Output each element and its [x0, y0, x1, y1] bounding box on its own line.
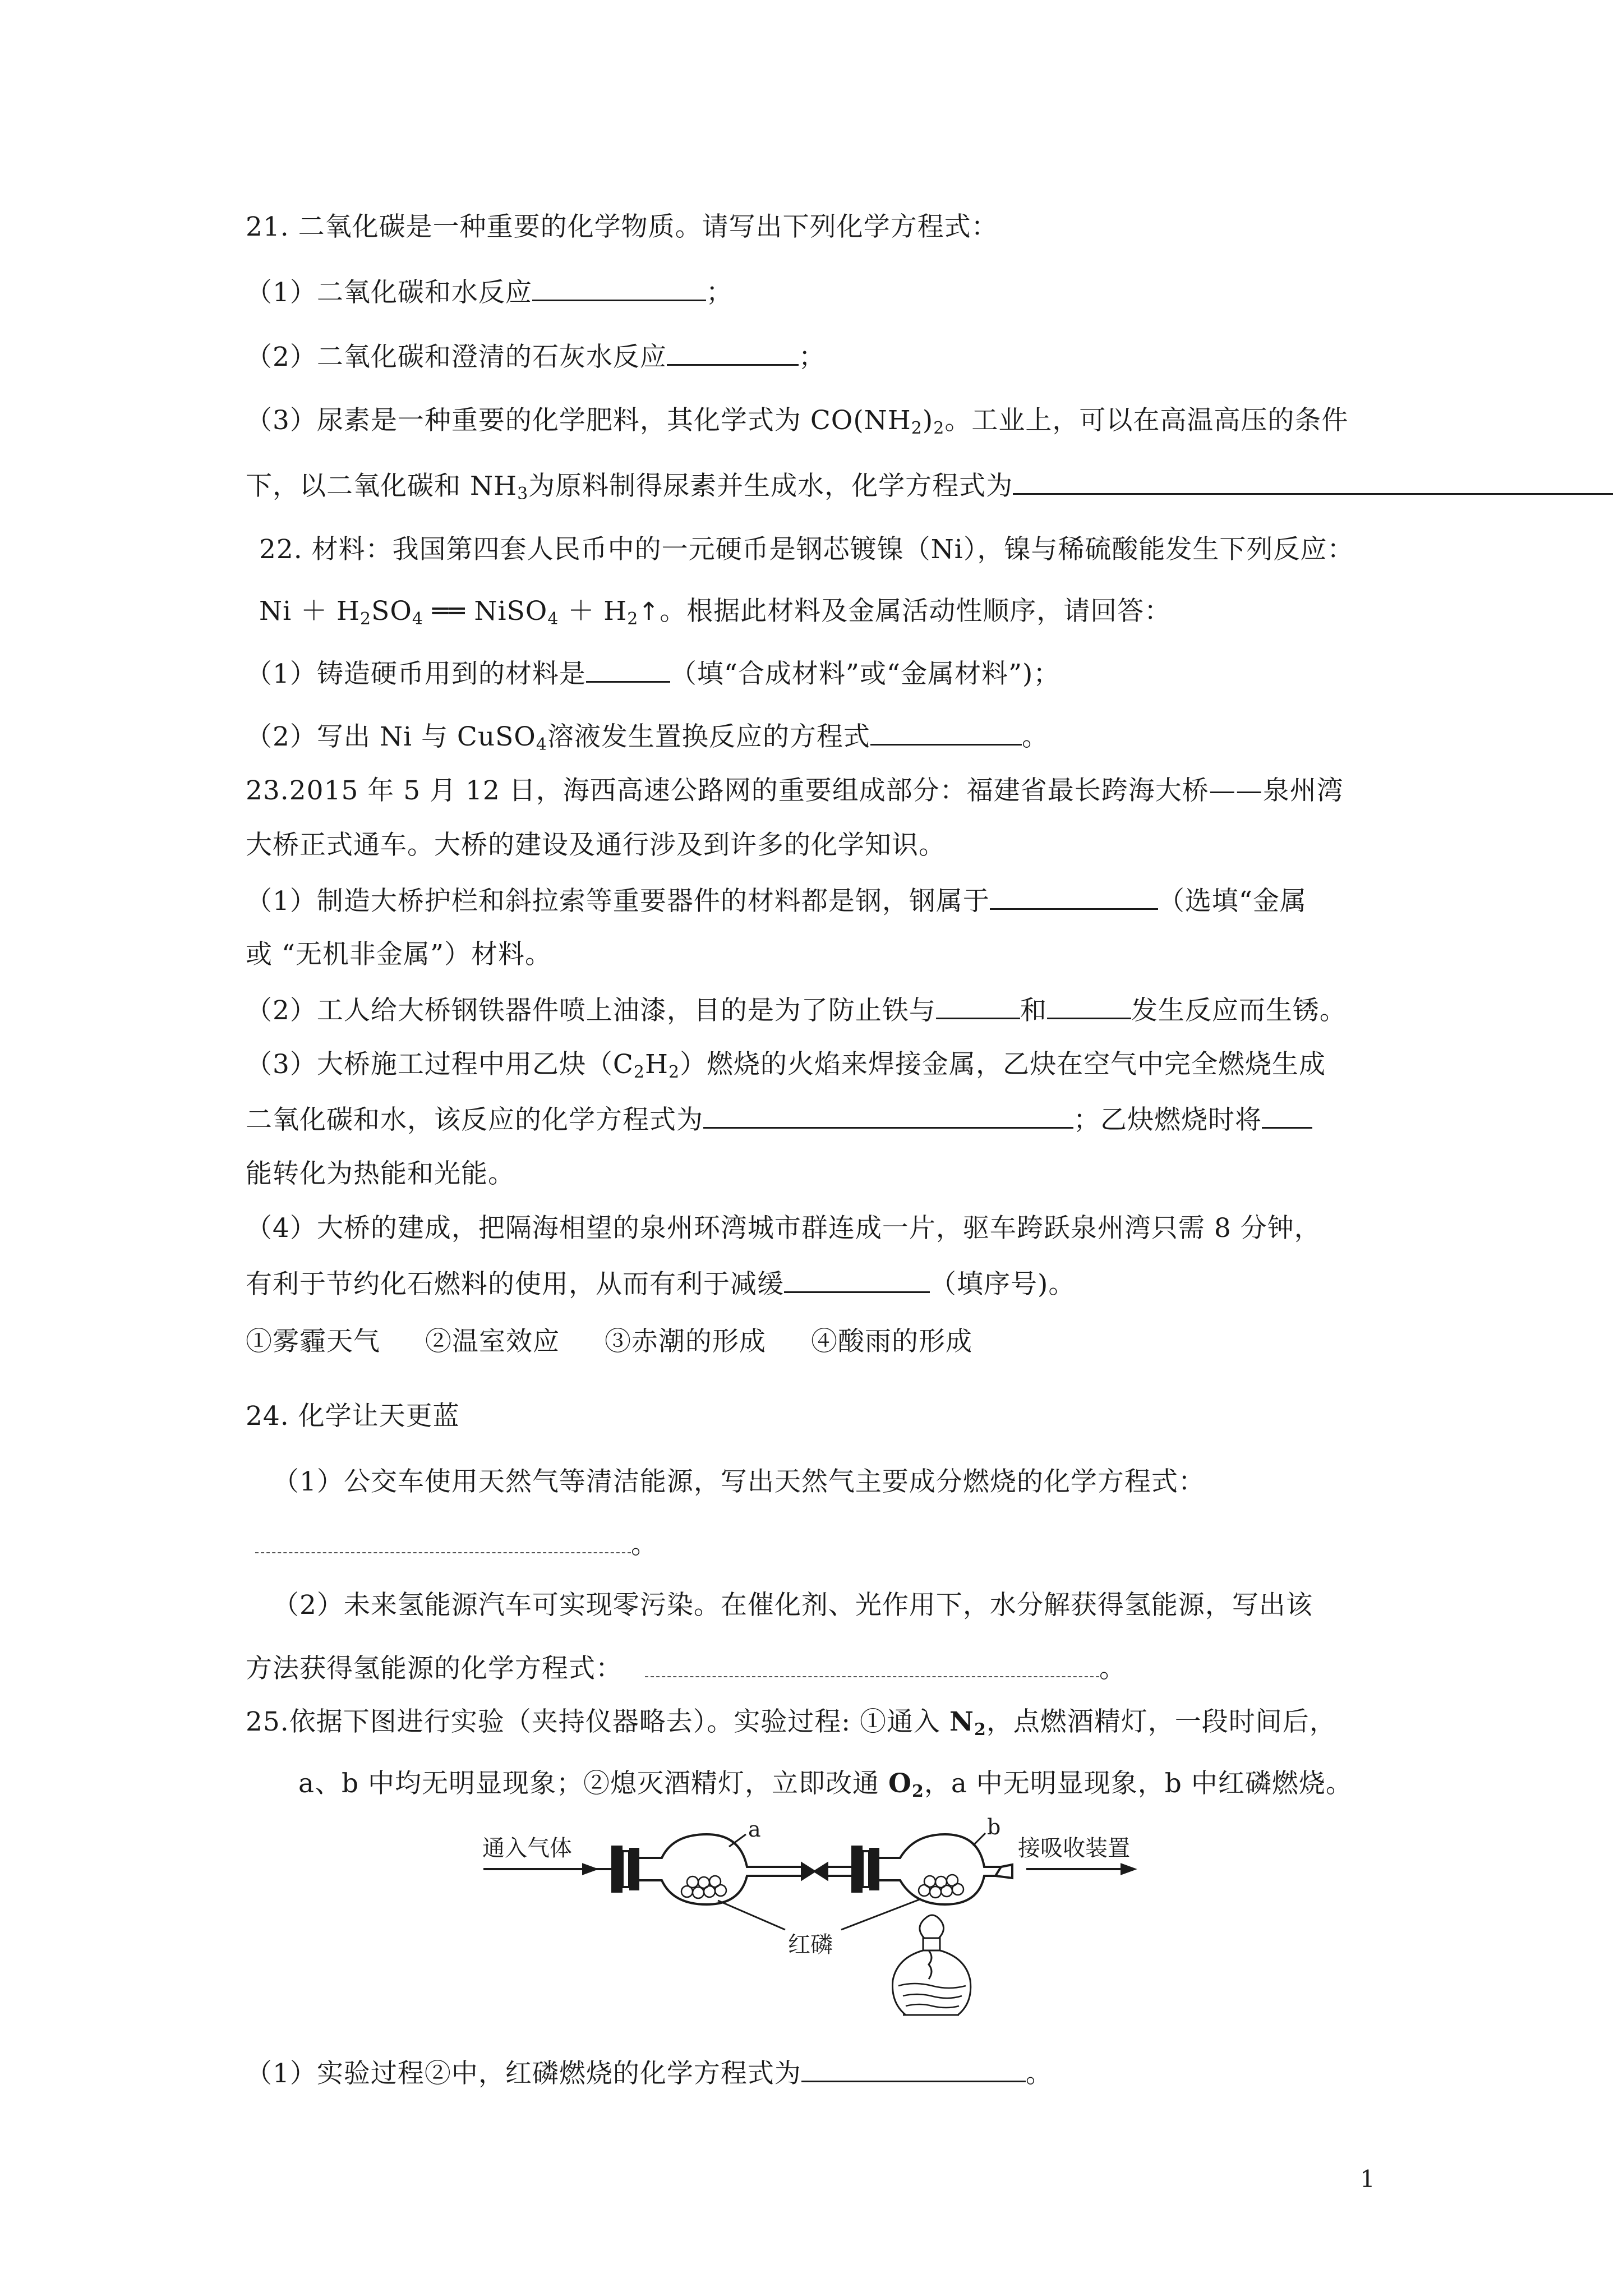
- red-phosphorus-label: 红磷: [788, 1932, 833, 1958]
- inlet-label: 通入气体: [482, 1835, 572, 1861]
- answer-blank[interactable]: [532, 275, 706, 301]
- q25-part1: （1）实验过程②中，红磷燃烧的化学方程式为 。: [246, 2056, 1053, 2091]
- answer-blank[interactable]: [703, 1102, 1073, 1129]
- q22-part1: （1）铸造硬币用到的材料是 （填“合成材料”或“金属材料”)；: [246, 656, 1060, 691]
- q24-stem: 24. 化学让天更蓝: [246, 1401, 460, 1432]
- q23-part3-line3: 能转化为热能和光能。: [246, 1158, 515, 1189]
- q23-part4-line1: （4）大桥的建成，把隔海相望的泉州环湾城市群连成一片，驱车跨跃泉州湾只需 8 分钟，: [246, 1213, 1321, 1244]
- answer-blank[interactable]: [990, 884, 1158, 910]
- q21-part3-line2: 下，以二氧化碳和 $NH_3$为原料制得尿素并生成水，化学方程式为: [246, 468, 1613, 511]
- answer-blank[interactable]: [645, 1651, 1099, 1677]
- bulb-a-label: a: [748, 1818, 761, 1842]
- q22-part2: （2）写出 Ni 与 CuSO$_4$溶液发生置换反应的方程式 。: [246, 719, 1049, 762]
- q23-part3-line2: 二氧化碳和水，该反应的化学方程式为 ；乙炔燃烧时将: [246, 1102, 1312, 1137]
- q25-stem-line2: a、b 中均无明显现象；②熄灭酒精灯，立即改通 $O_2$，a 中无明显现象，b 中红磷燃烧。: [298, 1768, 1353, 1801]
- q23-part1-line1: （1）制造大桥护栏和斜拉索等重要器件的材料都是钢，钢属于 （选填“金属: [246, 884, 1307, 918]
- q21-part1: （1）二氧化碳和水反应 ；: [246, 275, 733, 310]
- q24-part2-line1: （2）未来氢能源汽车可实现零污染。在催化剂、光作用下，水分解获得氢能源，写出该: [273, 1590, 1313, 1621]
- q23-part4-line2: 有利于节约化石燃料的使用，从而有利于减缓 （填序号)。: [246, 1267, 1075, 1301]
- option-2[interactable]: ②温室效应: [425, 1326, 560, 1357]
- q23-options: [246, 1325, 1017, 1359]
- answer-blank[interactable]: [586, 656, 670, 683]
- answer-blank[interactable]: [784, 1267, 930, 1293]
- experiment-diagram: [471, 1818, 1161, 2031]
- answer-blank[interactable]: [1013, 468, 1613, 495]
- answer-blank[interactable]: [1047, 993, 1131, 1019]
- option-4[interactable]: ④酸雨的形成: [811, 1326, 972, 1357]
- q23-part3-line1: （3）大桥施工过程中用乙炔$(C_2H_2)$燃烧的火焰来焊接金属，乙炔在空气中完全燃烧生成: [246, 1049, 1326, 1082]
- q24-part1-answer: 。: [255, 1527, 658, 1562]
- answer-blank[interactable]: [255, 1527, 631, 1553]
- q23-part1-line2: 或 “无机非金属”）材料。: [246, 939, 552, 970]
- q21-part3-line1: （3）尿素是一种重要的化学肥料，其化学式为 $CO(NH_2)_2$。工业上，可以在高温高压的条件: [246, 405, 1349, 438]
- q21-stem: 21. 二氧化碳是一种重要的化学物质。请写出下列化学方程式：: [246, 211, 998, 242]
- answer-blank[interactable]: [936, 993, 1020, 1019]
- answer-blank[interactable]: [870, 719, 1022, 746]
- q22-equation: $Ni + H_2SO_4$ ══ NiSO$_4$ ＋ $H_2↑$。根据此材料及金属活动性顺序，请回答：: [259, 596, 1172, 629]
- q24-part1: （1）公交车使用天然气等清洁能源，写出天然气主要成分燃烧的化学方程式：: [273, 1466, 1205, 1497]
- answer-blank[interactable]: [667, 339, 799, 366]
- q23-stem-line1: 23.2015 年 5 月 12 日，海西高速公路网的重要组成部分：福建省最长跨海大桥——泉州湾: [246, 775, 1344, 806]
- q23-part2: （2）工人给大桥钢铁器件喷上油漆，目的是为了防止铁与 和 发生反应而生锈。: [246, 993, 1347, 1028]
- answer-blank[interactable]: [801, 2056, 1026, 2082]
- q24-part2-line2: 方法获得氢能源的化学方程式： 。: [246, 1651, 1126, 1686]
- outlet-label: 接吸收装置: [1018, 1835, 1130, 1861]
- q21-part2: （2）二氧化碳和澄清的石灰水反应 ；: [246, 339, 826, 374]
- answer-blank[interactable]: [1262, 1102, 1312, 1129]
- q22-stem: 22. 材料：我国第四套人民币中的一元硬币是钢芯镀镍（Ni），镍与稀硫酸能发生下列反应：: [259, 534, 1354, 565]
- q25-stem-line1: 25.依据下图进行实验（夹持仪器略去）。实验过程: ①通入 $N_2$，点燃酒精灯，一段时间后，: [246, 1706, 1336, 1740]
- option-1[interactable]: ①雾霾天气: [246, 1326, 380, 1357]
- q23-stem-line2: 大桥正式通车。大桥的建设及通行涉及到许多的化学知识。: [246, 830, 946, 861]
- bulb-b-label: b: [987, 1818, 1001, 1839]
- page-number: 1: [1360, 2165, 1375, 2193]
- option-3[interactable]: ③赤潮的形成: [605, 1326, 766, 1357]
